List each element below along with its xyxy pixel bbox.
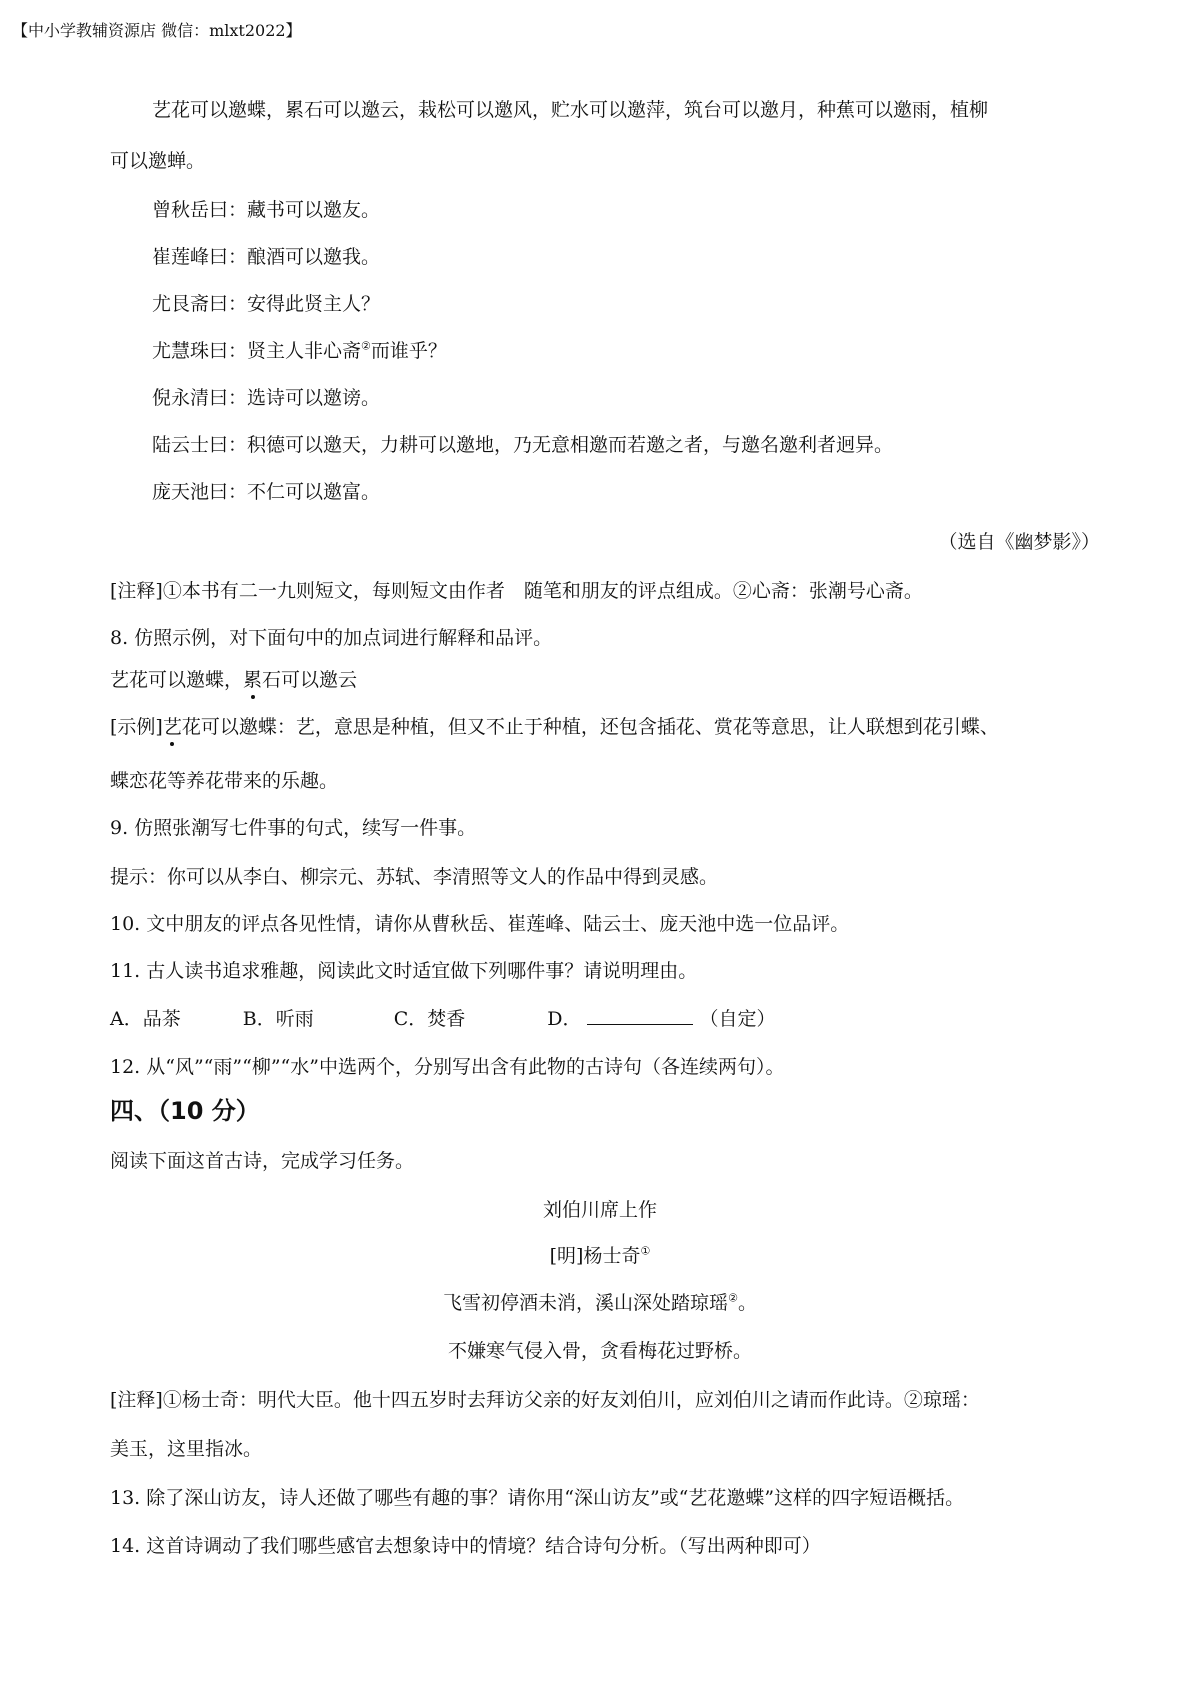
annotation-2-cont: 美玉，这里指冰。 [110,1438,263,1460]
question-11-stem: 11. 古人读书追求雅趣，阅读此文时适宜做下列哪件事？请说明理由。 [110,960,698,982]
question-14: 14. 这首诗调动了我们哪些感官去想象诗中的情境？结合诗句分析。（写出两种即可） [110,1535,821,1557]
dotted-word-lei: 累 [243,669,263,691]
annotation-2: [注释]①杨士奇：明代大臣。他十四五岁时去拜访父亲的好友刘伯川，应刘伯川之请而作此诗。②琼瑶： [110,1389,980,1411]
option-d-suffix: （自定） [699,1008,776,1030]
question-12: 12. 从“风”“雨”“柳”“水”中选两个，分别写出含有此物的古诗句（各连续两句）。 [110,1056,785,1078]
poem-author: [明]杨士奇① [549,1244,651,1267]
comment-zeng: 曾秋岳曰：藏书可以邀友。 [152,199,381,221]
reading-instruction: 阅读下面这首古诗，完成学习任务。 [110,1150,415,1172]
comment-pang: 庞天池曰：不仁可以邀富。 [152,481,381,503]
question-13: 13. 除了深山访友，诗人还做了哪些有趣的事？请你用“深山访友”或“艺花邀蝶”这样的四字短语概括。 [110,1487,965,1509]
poem-line-1: 飞雪初停酒未消，溪山深处踏琼瑶②。 [443,1291,757,1314]
question-8-example-cont: 蝶恋花等养花带来的乐趣。 [110,770,339,792]
option-a: A．品茶 [110,1008,181,1030]
source-citation: （选自《幽梦影》） [938,531,1100,553]
annotation-1: [注释]①本书有二一九则短文，每则短文由作者 随笔和朋友的评点组成。②心斋：张潮号心斋。 [110,580,923,602]
question-9-stem: 9. 仿照张潮写七件事的句式，续写一件事。 [110,817,477,839]
question-9-hint: 提示：你可以从李白、柳宗元、苏轼、李清照等文人的作品中得到灵感。 [110,866,719,888]
passage-line-2: 可以邀蝉。 [110,150,206,172]
comment-you-genzhai: 尤艮斋曰：安得此贤主人？ [152,293,381,315]
option-d: D． [547,1008,582,1030]
poem-line-2: 不嫌寒气侵入骨，贪看梅花过野桥。 [447,1340,752,1362]
answer-blank [587,1006,693,1025]
question-8-example: [示例]艺花可以邀蝶：艺，意思是种植，但又不止于种植，还包含插花、赏花等意思，让人联想到花引蝶、 [110,716,999,738]
comment-ni: 倪永清曰：选诗可以邀谤。 [152,387,381,409]
comment-you-huizhu: 尤慧珠曰：贤主人非心斋②而谁乎？ [152,339,447,362]
poem-title: 刘伯川席上作 [542,1199,657,1221]
comment-lu: 陆云士曰：积德可以邀天，力耕可以邀地，乃无意相邀而若邀之者，与邀名邀利者迥异。 [152,434,894,456]
question-8-sentence: 艺花可以邀蝶，累石可以邀云 [110,669,358,691]
passage-line-1: 艺花可以邀蝶，累石可以邀云，栽松可以邀风，贮水可以邀萍，筑台可以邀月，种蕉可以邀雨，植柳 [152,99,989,121]
option-b: B．听雨 [242,1008,314,1030]
question-10: 10. 文中朋友的评点各见性情，请你从曹秋岳、崔莲峰、陆云士、庞天池中选一位品评。 [110,913,850,935]
section-4-heading: 四、（10 分） [110,1097,260,1125]
comment-cui: 崔莲峰曰：酿酒可以邀我。 [152,246,381,268]
question-8-stem: 8. 仿照示例，对下面句中的加点词进行解释和品评。 [110,627,553,649]
page-header: 【中小学教辅资源店 微信：mlxt2022】 [12,21,302,40]
option-c: C．焚香 [393,1008,466,1030]
question-11-options [110,1006,776,1032]
dotted-word-yi: 艺 [162,716,182,738]
